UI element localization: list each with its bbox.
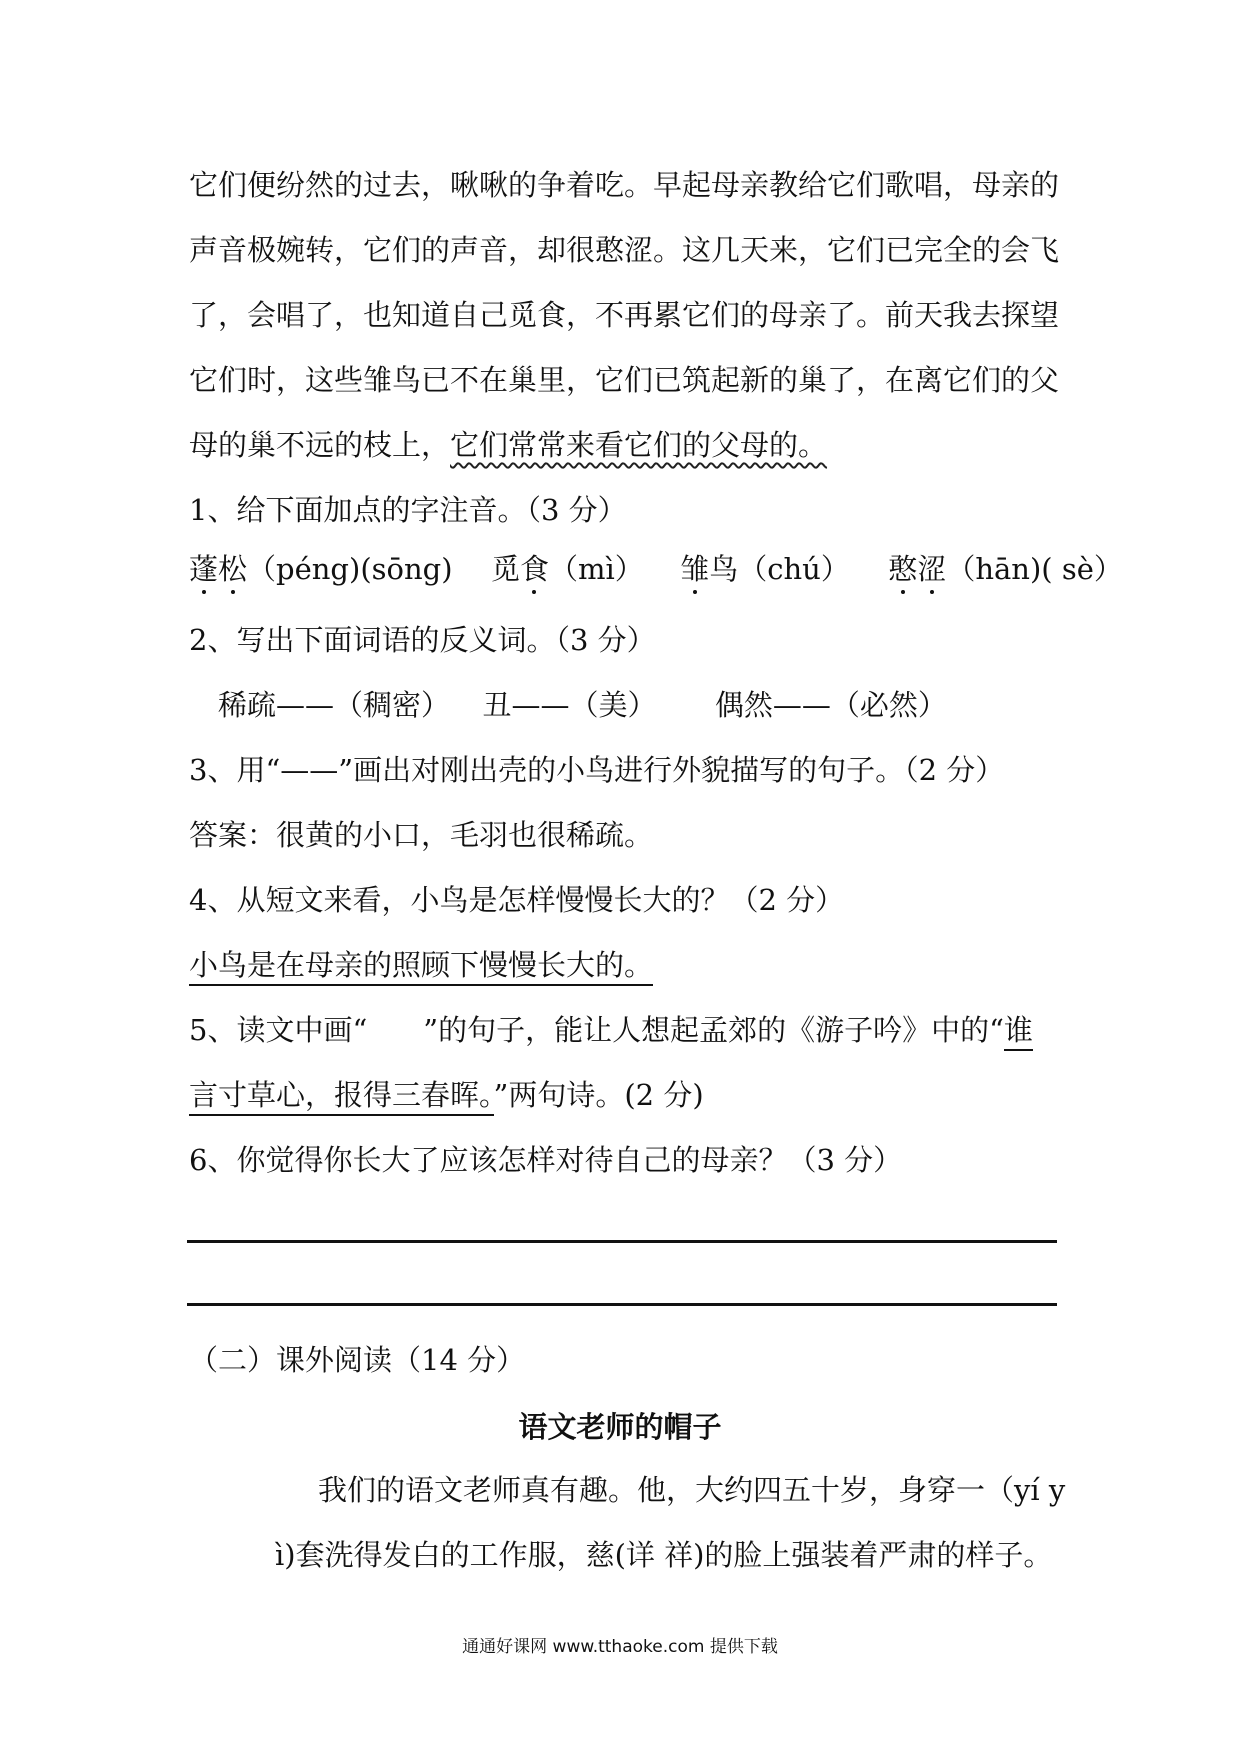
q5-text-c: ”两句诗。(2 分) [493,1078,704,1112]
answer-line-2 [187,1303,1057,1306]
q1-word3-char1: 雏 [680,552,710,586]
passage-line-1: 它们便纷然的过去，啾啾的争着吃。早起母亲教给它们歌唱，母亲的 [189,168,1060,202]
passage-line-2: 声音极婉转，它们的声音，却很憨涩。这几天来，它们已完全的会飞 [189,233,1060,267]
q1-word2-pinyin: （mì） [549,552,644,586]
passage-line-4: 它们时，这些雏鸟已不在巢里，它们已筑起新的巢了，在离它们的父 [189,363,1060,397]
answer-line-1 [187,1240,1057,1243]
q5-text-a: 5、读文中画“ [189,1013,368,1047]
q1-word1-char1: 蓬 [189,552,219,586]
q6-prompt: 6、你觉得你长大了应该怎样对待自己的母亲？（3 分） [189,1143,903,1177]
q1-word2-char1: 觅 [490,552,520,586]
q1-words [189,549,1123,589]
q2-answer-2: 丑——（美） [482,688,657,722]
q4-answer-text: 小鸟是在母亲的照顾下慢慢长大的。 [189,948,653,986]
passage-line-5-text: 母的巢不远的枝上， [189,428,451,462]
passage-line-3: 了，会唱了，也知道自己觅食，不再累它们的母亲了。前天我去探望 [189,298,1060,332]
q2-prompt: 2、写出下面词语的反义词。（3 分） [189,623,656,657]
passage-line-5 [189,425,827,465]
q1-word4-pinyin: （hān)( sè） [946,552,1123,586]
q1-word3-pinyin: （chú） [738,552,850,586]
q2-answer-3: 偶然——（必然） [714,688,947,722]
article-title: 语文老师的帽子 [518,1410,722,1444]
section2-heading: （二）课外阅读（14 分） [189,1343,526,1377]
q1-word1-pinyin: （péng)(sōng) [247,552,453,586]
q2-answer-1: 稀疏——（稠密） [218,688,451,722]
q3-answer: 答案：很黄的小口，毛羽也很稀疏。 [189,818,654,852]
q5-text-b: ”的句子，能让人想起孟郊的《游子吟》中的“ [423,1013,1004,1047]
q2-answers [218,685,947,725]
q5-wavy-mark [367,1010,423,1050]
article-line-1: 我们的语文老师真有趣。他，大约四五十岁，身穿一（yí y [318,1473,1066,1507]
q5-line-1 [189,1010,1033,1050]
q5-answer-end: 言寸草心，报得三春晖。 [189,1078,494,1116]
q1-word3-char2: 鸟 [709,552,739,586]
q1-word4-char1: 憨 [888,552,918,586]
q1-word1-char2: 松 [218,552,248,586]
page-footer: 通通好课网 www.tthaoke.com 提供下载 [462,1637,778,1657]
q4-answer [189,945,653,985]
q4-prompt: 4、从短文来看，小鸟是怎样慢慢长大的？（2 分） [189,883,845,917]
q5-line-2 [189,1075,704,1115]
q1-word4-char2: 涩 [917,552,947,586]
q1-prompt: 1、给下面加点的字注音。（3 分） [189,493,627,527]
wavy-underlined-sentence: 它们常常来看它们的父母的。 [450,428,828,462]
article-line-2: ì)套洗得发白的工作服，慈(详 祥)的脸上强装着严肃的样子。 [275,1538,1053,1572]
q1-word2-char2: 食 [519,552,549,586]
q5-answer-start: 谁 [1004,1013,1033,1051]
q3-prompt: 3、用“——”画出对刚出壳的小鸟进行外貌描写的句子。（2 分） [189,753,1005,787]
